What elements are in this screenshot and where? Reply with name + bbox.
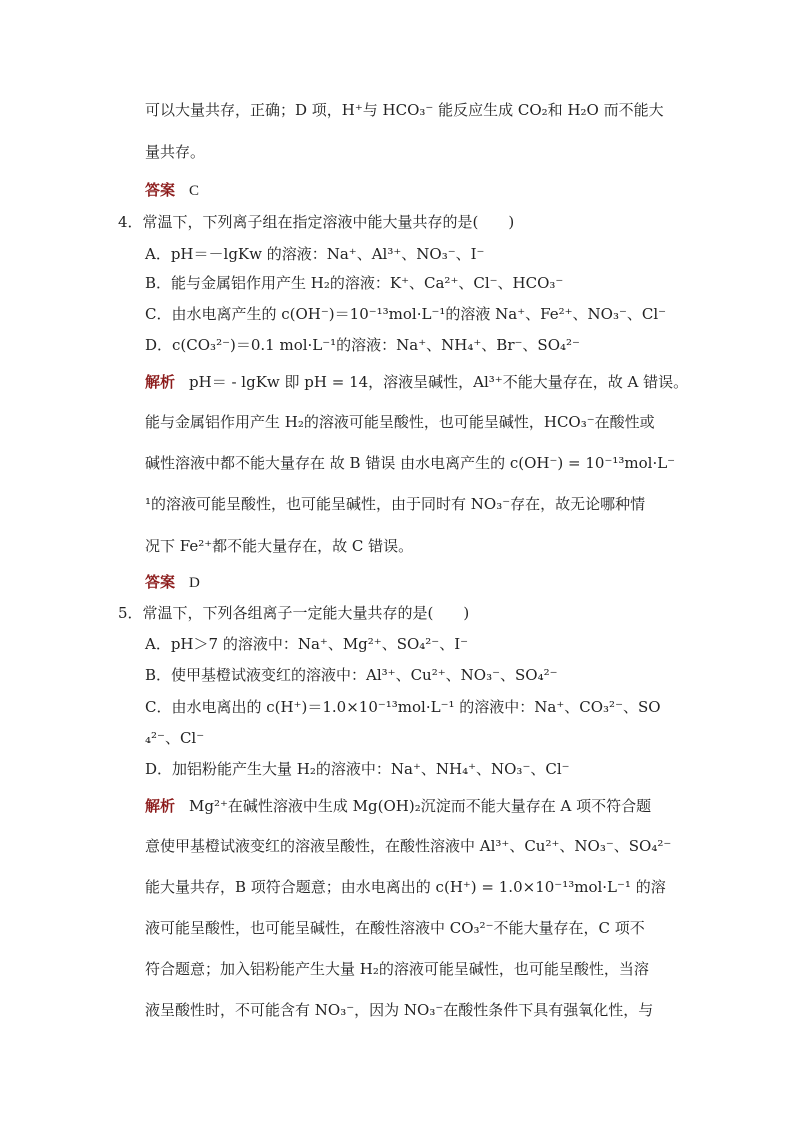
question-5-analysis-line-5: 符合题意；加入铝粉能产生大量 H₂的溶液可能呈碱性，也可能呈酸性，当溶: [145, 960, 649, 978]
question-5-analysis-line-3: 能大量共存，B 项符合题意；由水电离出的 c(H⁺) = 1.0×10⁻¹³mol·L⁻¹ 的溶: [145, 878, 666, 896]
answer-value: C: [189, 183, 200, 199]
question-4-option-c: C．由水电离产生的 c(OH⁻)＝10⁻¹³mol·L⁻¹的溶液 Na⁺、Fe²⁺、NO₃⁻、Cl⁻: [145, 305, 667, 323]
question-4-stem: 4．常温下，下列离子组在指定溶液中能大量共存的是( ): [118, 213, 515, 231]
question-4-option-b: B．能与金属铝作用产生 H₂的溶液：K⁺、Ca²⁺、Cl⁻、HCO₃⁻: [145, 274, 564, 292]
question-4-analysis-line-5: 况下 Fe²⁺都不能大量存在，故 C 错误。: [145, 537, 414, 555]
question-4-analysis-line-4: ¹的溶液可能呈酸性，也可能呈碱性，由于同时有 NO₃⁻存在，故无论哪种情: [145, 495, 646, 513]
answer-label: 答案: [145, 181, 176, 199]
analysis-text: pH＝ - lgKw 即 pH = 14，溶液呈碱性，Al³⁺不能大量存在，故 A 错误。: [189, 373, 689, 391]
answer-value: D: [189, 575, 200, 591]
analysis-label: 解析: [145, 373, 176, 391]
prev-explanation-line-2: 量共存。: [145, 143, 206, 161]
question-5-option-c-line-2: ₄²⁻、Cl⁻: [145, 729, 205, 747]
question-5-option-c-line-1: C．由水电离出的 c(H⁺)＝1.0×10⁻¹³mol·L⁻¹ 的溶液中：Na⁺、CO₃²⁻、SO: [145, 698, 661, 716]
question-4-analysis-line-1: [145, 372, 688, 392]
prev-answer-row: [145, 180, 199, 201]
question-5-analysis-line-1: [145, 796, 651, 816]
question-4-option-d: D．c(CO₃²⁻)＝0.1 mol·L⁻¹的溶液：Na⁺、NH₄⁺、Br⁻、SO₄²⁻: [145, 336, 580, 354]
question-5-analysis-line-4: 液可能呈酸性，也可能呈碱性，在酸性溶液中 CO₃²⁻不能大量存在，C 项不: [145, 919, 645, 937]
question-5-option-d: D．加铝粉能产生大量 H₂的溶液中：Na⁺、NH₄⁺、NO₃⁻、Cl⁻: [145, 760, 570, 778]
analysis-label: 解析: [145, 797, 176, 815]
answer-label: 答案: [145, 573, 176, 591]
question-5-option-b: B．使甲基橙试液变红的溶液中：Al³⁺、Cu²⁺、NO₃⁻、SO₄²⁻: [145, 666, 558, 684]
question-5-stem: 5．常温下，下列各组离子一定能大量共存的是( ): [118, 604, 470, 622]
question-5-option-a: A．pH＞7 的溶液中：Na⁺、Mg²⁺、SO₄²⁻、I⁻: [145, 635, 469, 653]
question-4-analysis-line-3: 碱性溶液中都不能大量存在 故 B 错误 由水电离产生的 c(OH⁻) = 10⁻¹³mol·L⁻: [145, 454, 676, 472]
question-5-analysis-line-2: 意使甲基橙试液变红的溶液呈酸性，在酸性溶液中 Al³⁺、Cu²⁺、NO₃⁻、SO₄²⁻: [145, 837, 672, 855]
question-5-analysis-line-6: 液呈酸性时，不可能含有 NO₃⁻，因为 NO₃⁻在酸性条件下具有强氧化性，与: [145, 1001, 654, 1019]
question-4-answer-row: [145, 572, 200, 593]
question-4-option-a: A．pH＝－lgKw 的溶液：Na⁺、Al³⁺、NO₃⁻、I⁻: [145, 245, 485, 263]
question-4-analysis-line-2: 能与金属铝作用产生 H₂的溶液可能呈酸性，也可能呈碱性，HCO₃⁻在酸性或: [145, 413, 655, 431]
analysis-text: Mg²⁺在碱性溶液中生成 Mg(OH)₂沉淀而不能大量存在 A 项不符合题: [189, 797, 652, 815]
prev-explanation-line-1: 可以大量共存，正确；D 项，H⁺与 HCO₃⁻ 能反应生成 CO₂和 H₂O 而不能大: [145, 101, 664, 119]
